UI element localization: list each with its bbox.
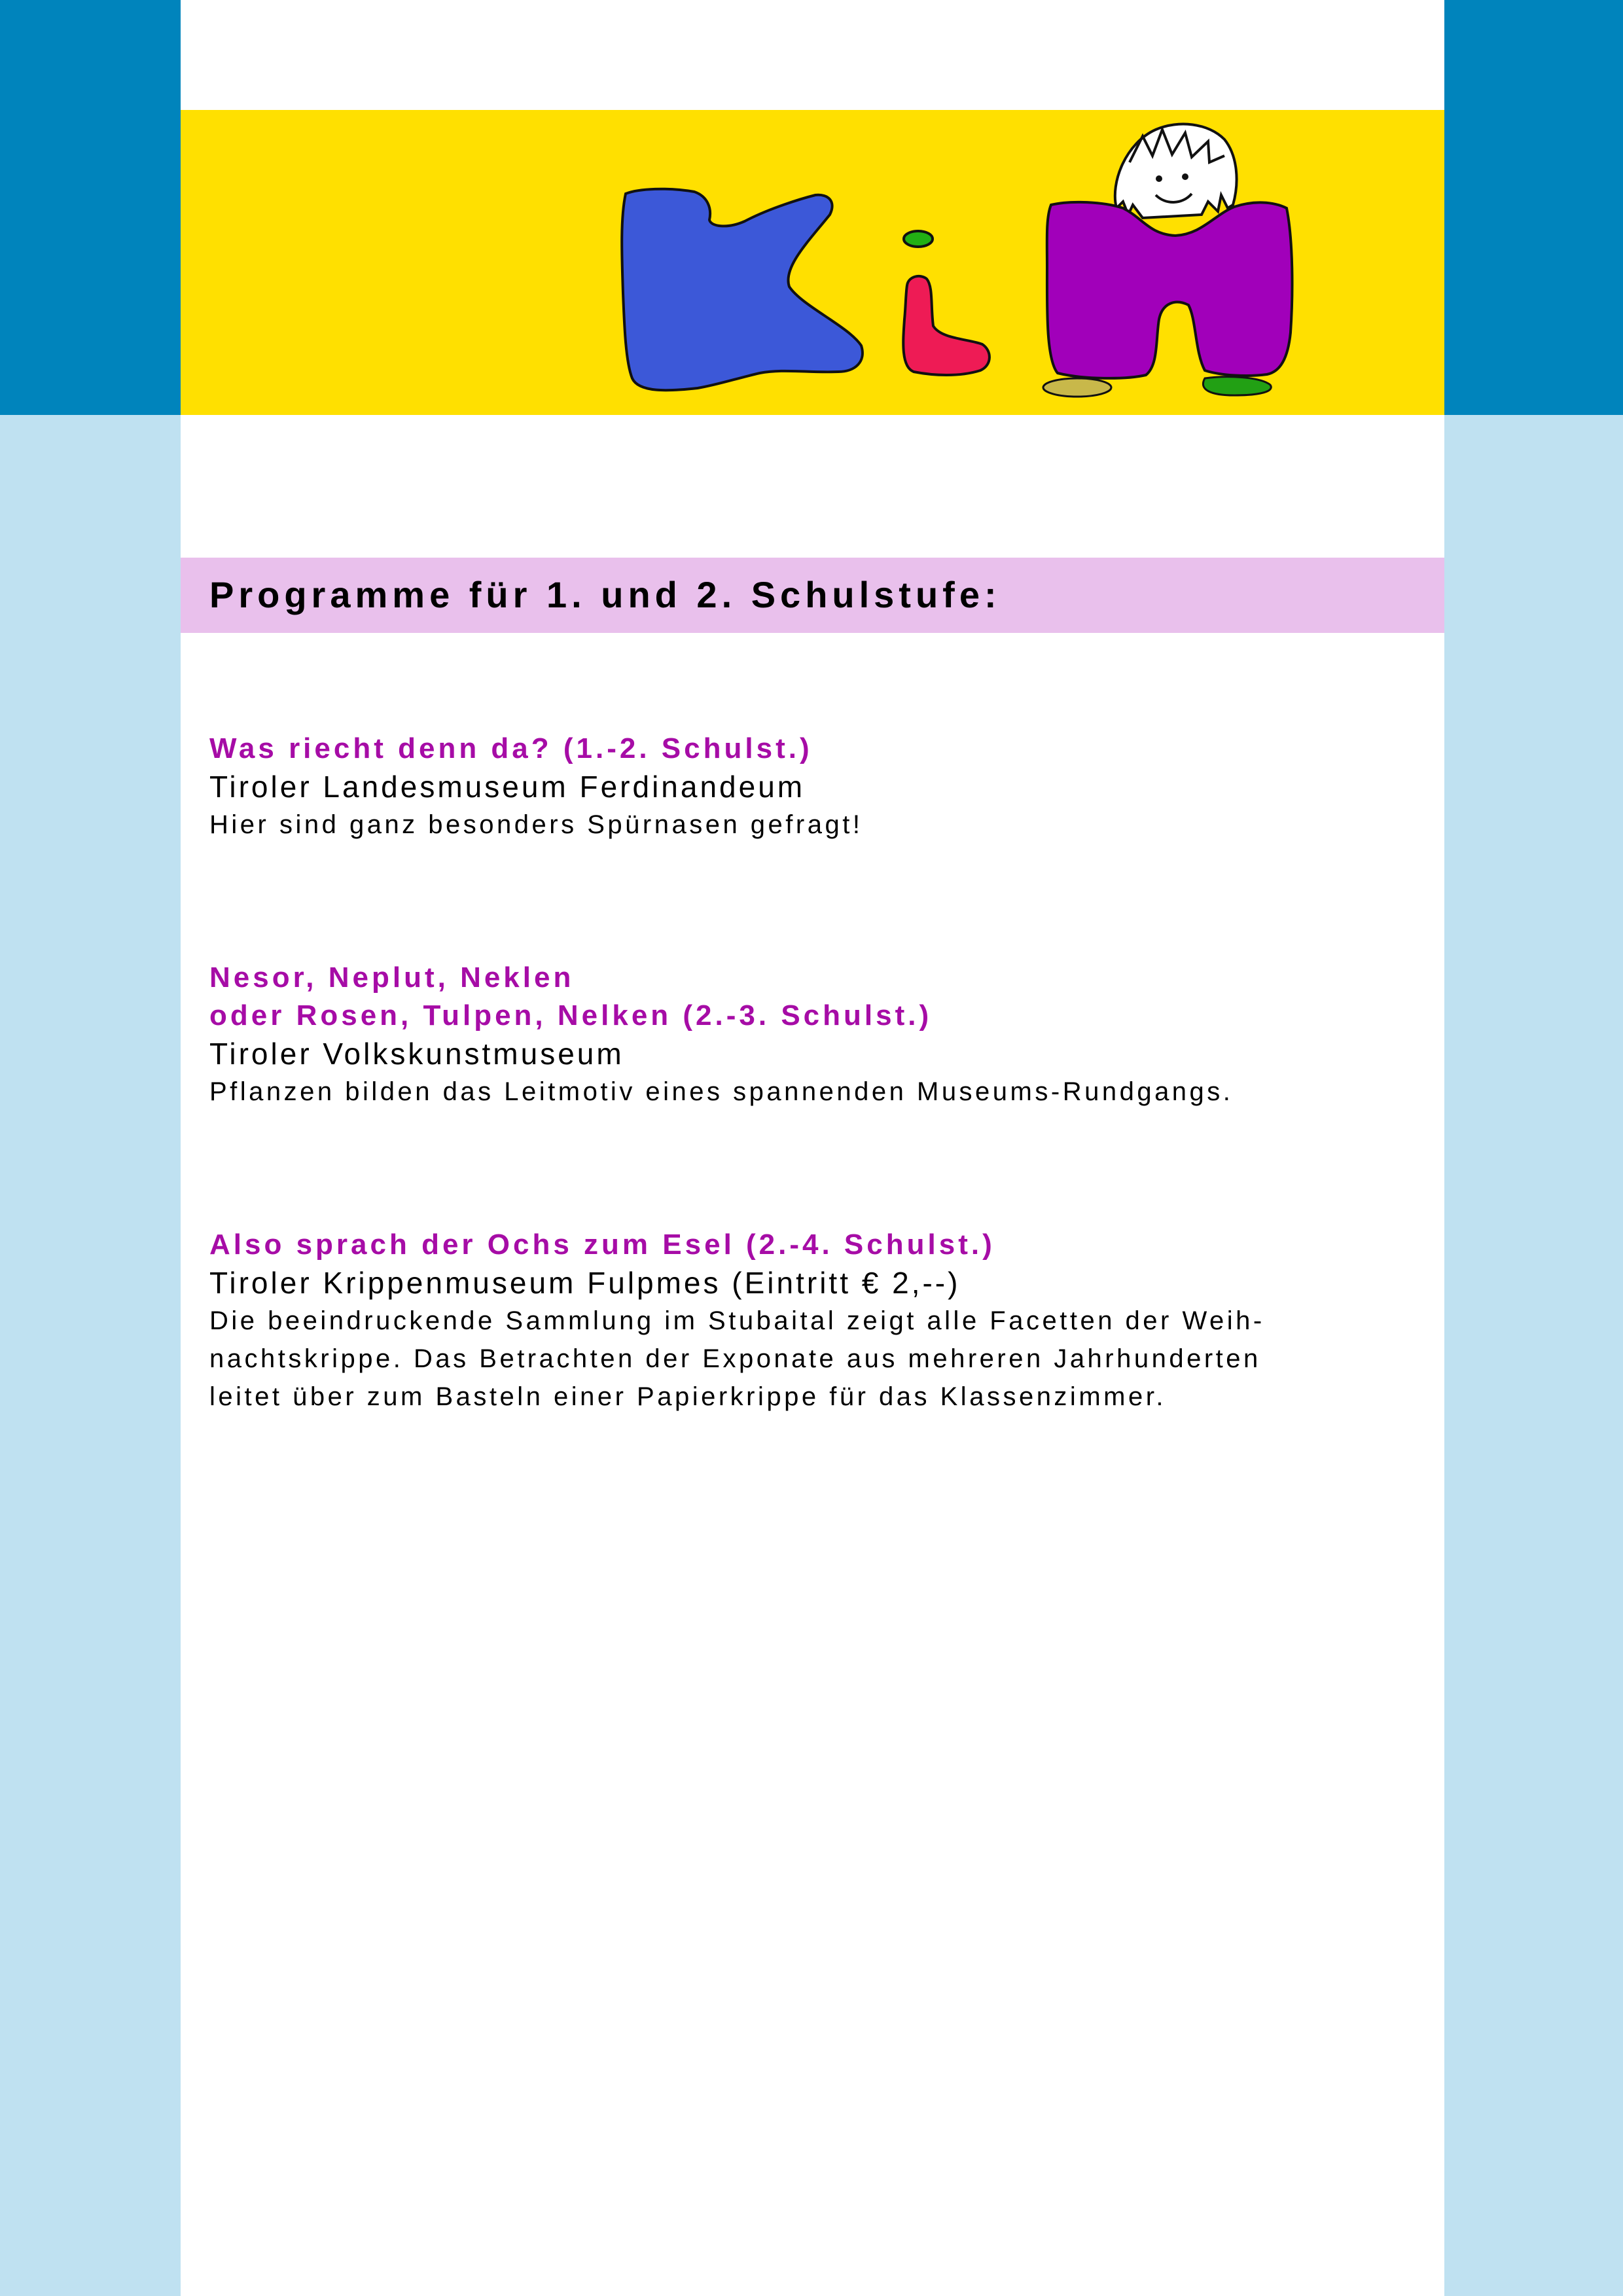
- logo-hair: [1115, 124, 1237, 218]
- logo-i-dot: [904, 231, 933, 247]
- program-description: Hier sind ganz besonders Spürnasen gefragt!: [209, 810, 863, 839]
- logo-foot-right: [1203, 377, 1271, 395]
- kim-logo: [181, 110, 1444, 415]
- page: [181, 0, 1444, 2296]
- left-blue-band: [0, 0, 181, 415]
- logo-letter-k: [622, 189, 863, 391]
- program-description: leitet über zum Basteln einer Papierkrippe für das Klassenzimmer.: [209, 1382, 1166, 1411]
- program-item: [209, 1226, 1427, 1416]
- program-description: nachtskrippe. Das Betrachten der Exponate aus mehreren Jahrhunderten: [209, 1344, 1261, 1373]
- logo-foot-left: [1043, 378, 1111, 397]
- program-title: oder Rosen, Tulpen, Nelken (2.-3. Schulst.): [209, 999, 933, 1031]
- section-heading-bar: [181, 558, 1444, 633]
- program-museum: Tiroler Volkskunstmuseum: [209, 1037, 624, 1071]
- program-item: [209, 959, 1427, 1111]
- right-blue-band: [1444, 0, 1623, 415]
- program-description: Pflanzen bilden das Leitmotiv eines spannenden Museums-Rundgangs.: [209, 1077, 1234, 1106]
- program-description: Die beeindruckende Sammlung im Stubaital zeigt alle Facetten der Weih-: [209, 1306, 1265, 1335]
- program-museum: Tiroler Krippenmuseum Fulpmes (Eintritt € 2,--): [209, 1266, 961, 1300]
- section-heading: Programme für 1. und 2. Schulstufe:: [209, 574, 1001, 615]
- program-museum: Tiroler Landesmuseum Ferdinandeum: [209, 770, 806, 804]
- header-banner: [181, 110, 1444, 415]
- program-title: Also sprach der Ochs zum Esel (2.-4. Schulst.): [209, 1229, 995, 1261]
- logo-letter-m: [1047, 202, 1293, 378]
- program-item: [209, 730, 1427, 844]
- program-title: Nesor, Neplut, Neklen: [209, 961, 575, 994]
- program-title: Was riecht denn da? (1.-2. Schulst.): [209, 732, 813, 764]
- logo-letter-i: [903, 276, 990, 375]
